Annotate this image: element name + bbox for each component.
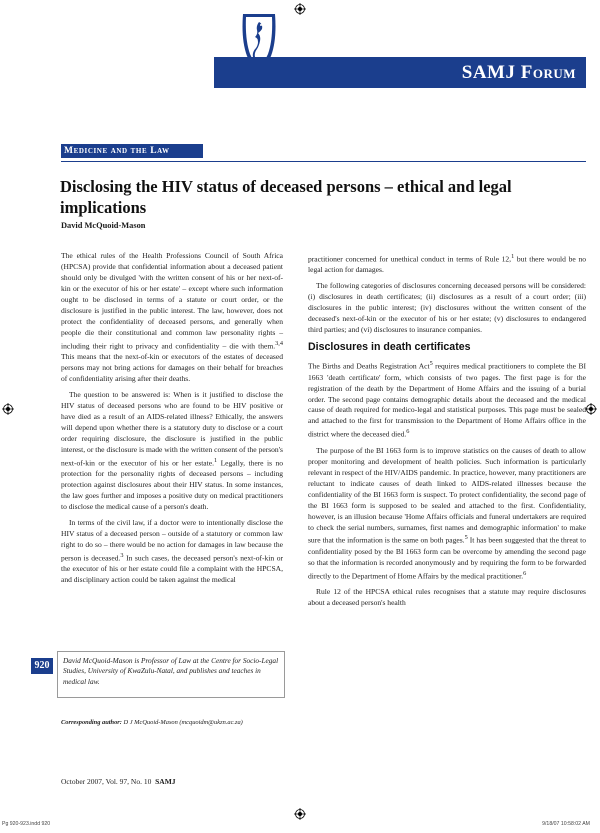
forum-label: Forum [520,62,576,83]
paragraph: The Births and Deaths Registration Act$^5$ requires medical practitioners to complete the BI 1663 'death certificate' form, which consists of two pages. The first page is for the registration of the death by the Department of Home Affairs and the issuing of a burial order. The second page contains demographic details about the deceased and the medical cause of death required for medico-legal and statistical purposes. This page must be sealed and attached to the first for transmission to the Department of Home Affairs office in the district where the deceased died.$^6$ [308,360,586,439]
paragraph: Rule 12 of the HPCSA ethical rules recognises that a statute may require disclosures about a deceased person's health [308,587,586,608]
paragraph: The ethical rules of the Health Professions Council of South Africa (HPCSA) provide that confidential information about a deceased patient should only be divulged 'with the written consent of his or her next-of-kin or the executor of his or her estate' – except where such information ought to be disclosed in terms of a statute or court order, or the disclosure is justified in the public interest. The law, however, does not protect the confidentiality of deceased persons, and generally when people die their constitutional and common law personality rights – including their right to privacy and confidentiality – die with them.$^{3,4}$ This means that the next-of-kin or executors of the estates of deceased persons may not bring actions for damages on their behalf for breaches of confidentiality arising after their deaths. [61,251,283,383]
right-column [308,252,586,614]
corresponding-author: Corresponding author: D J McQuoid-Mason (mcquoidm@ukzn.ac.za) [61,719,243,726]
paragraph: practitioner concerned for unethical conduct in terms of Rule 12,$^1$ but there would be no legal action for damages. [308,253,586,275]
journal-name: SAMJ [461,62,516,83]
author-bio: David McQuoid-Mason is Professor of Law at the Centre for Socio-Legal Studies, University of KwaZulu-Natal, and publishes and teaches in medical law. [57,651,285,698]
article-title: Disclosing the HIV status of deceased persons – ethical and legal implications [60,177,512,217]
registration-mark-icon [585,403,597,415]
registration-mark-icon [294,808,306,820]
print-slug-left: Pg 920-923.indd 920 [2,821,51,827]
masthead-banner [214,57,586,88]
page-footer: October 2007, Vol. 97, No. 10 SAMJ [61,777,176,786]
registration-mark-icon [2,403,14,415]
paragraph: The purpose of the BI 1663 form is to improve statistics on the causes of death to allow proper monitoring and development of health policies. Such information is particularly relevant in respect of the HIV/AIDS pandemic. In practice, however, many practitioners are reluctant to indicate causes of death linked to AIDS-related illnesses because the confidentiality of the BI 1663 form is suspect. To protect confidentiality, the second page of the BI 1663 form is supposed to be sealed and attached to the first. Confidentiality, however, is an illusion because 'Home Affairs officials and funeral undertakers are required to check the serial numbers, surnames, first names and demographic information' to make sure that the information is the same on both pages.$^5$ It has been suggested that the threat to confidentiality posed by the BI 1663 form can be overcome by amending the second page so that the information is recorded anonymously and by requiring the form to be forwarded directly to the Department of Home Affairs by the medical practitioner.$^6$ [308,445,586,581]
paragraph: The following categories of disclosures concerning deceased persons will be considered: (i) disclosures in death certificates; (ii) disclosures as a result of a court order; (iii) disclosures in the public interest; (iv) disclosures without the written consent of the deceased's next-of-kin or the executor of his or her estate; (v) disclosures to endangered third parties; and (vi) disclosures to insurance companies. [308,281,586,335]
print-slug-right: 9/18/07 10:58:02 AM [542,821,590,827]
masthead-title [462,62,576,84]
article-author: David McQuoid-Mason [61,221,146,230]
paragraph: The question to be answered is: When is it justified to disclose the HIV status of deceased persons who are found to be HIV positive or have died as a result of an AIDS-related illness? Ethically, the answers will depend upon whether there is a statutory duty to disclose or a court order requiring disclosure, the disclosure is justified in the public interest, or the disclosure is made with the written consent of the person's next-of-kin or the executor of his or her estate.$^1$ Legally, there is no protection for the personality rights of deceased persons – including protection against disclosures about their HIV status. In some instances, the law goes further and imposes a positive duty on medical practitioners to disclose the medical cause of a person's death. [61,389,283,511]
section-label: Medicine and the Law [61,144,203,158]
registration-mark-icon [294,3,306,15]
paragraph: In terms of the civil law, if a doctor were to intentionally disclose the HIV status of a deceased person – outside of a statutory or common law right to do so – there would be no action for damages in law because the person is deceased.$^3$ In such cases, the deceased person's next-of-kin or the executor of his or her estate could file a complaint with the HPCSA, and disciplinary action could be taken against the medical [61,517,283,585]
subsection-heading: Disclosures in death certificates [308,341,471,354]
page-number: 920 [31,658,53,674]
section-divider [61,161,586,162]
left-column [61,251,283,591]
